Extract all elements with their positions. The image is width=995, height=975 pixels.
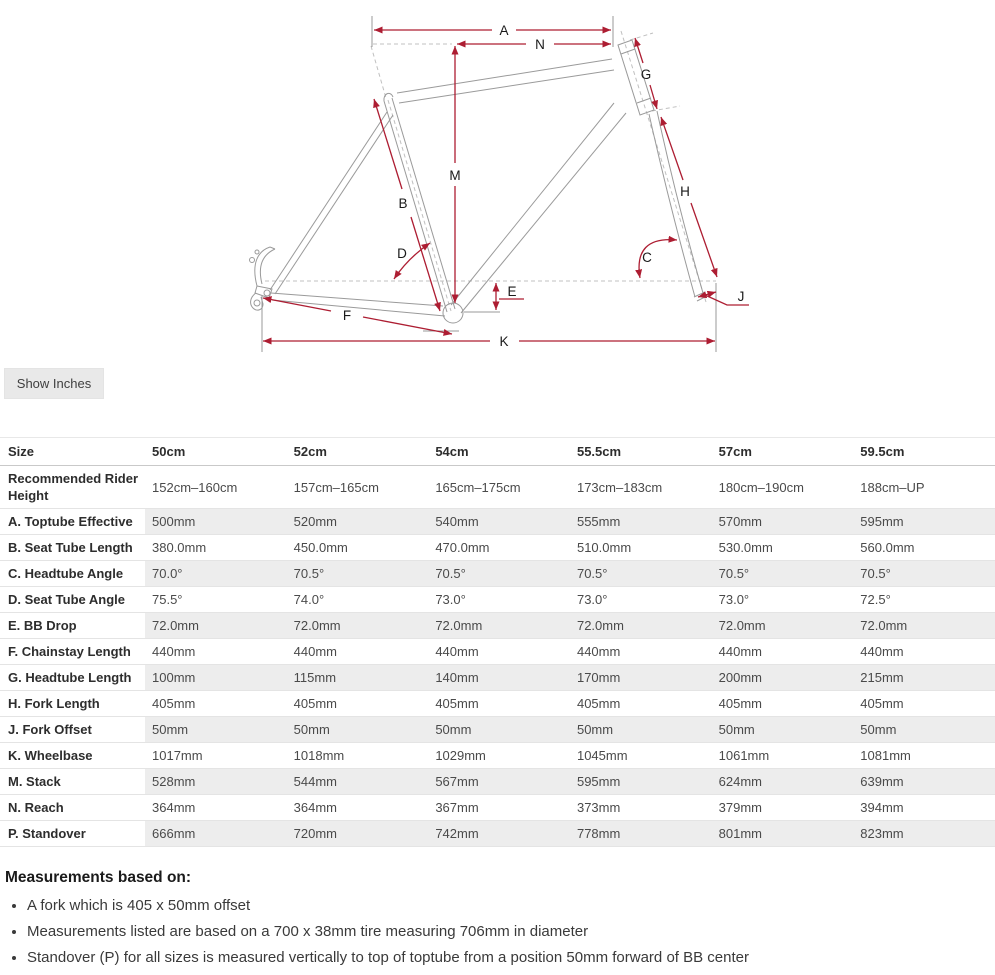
row-label: M. Stack <box>0 769 145 795</box>
row-label: N. Reach <box>0 795 145 821</box>
row-value-cell: 666mm <box>145 821 287 847</box>
row-value-cell: 595mm <box>853 509 995 535</box>
show-inches-button[interactable]: Show Inches <box>4 368 104 399</box>
row-value-cell: 405mm <box>570 691 712 717</box>
row-value-cell: 50mm <box>712 717 854 743</box>
row-value-cell: 72.0mm <box>287 613 429 639</box>
column-header-57cm: 57cm <box>712 438 854 466</box>
label-e: E <box>507 284 517 299</box>
row-label: J. Fork Offset <box>0 717 145 743</box>
row-value-cell: 215mm <box>853 665 995 691</box>
row-value-cell: 440mm <box>853 639 995 665</box>
label-b: B <box>398 196 408 211</box>
row-value-cell: 405mm <box>145 691 287 717</box>
table-row <box>0 639 995 665</box>
table-row <box>0 743 995 769</box>
table-row <box>0 613 995 639</box>
row-value-cell: 115mm <box>287 665 429 691</box>
label-j: J <box>737 289 745 304</box>
row-value-cell: 440mm <box>287 639 429 665</box>
row-value-cell: 72.0mm <box>853 613 995 639</box>
row-value-cell: 742mm <box>428 821 570 847</box>
row-value-cell: 555mm <box>570 509 712 535</box>
row-value-cell: 70.5° <box>853 561 995 587</box>
row-value-cell: 440mm <box>145 639 287 665</box>
row-value-cell: 440mm <box>428 639 570 665</box>
geometry-table <box>0 437 995 847</box>
label-h: H <box>680 184 690 199</box>
row-value-cell: 75.5° <box>145 587 287 613</box>
column-header-size: Size <box>0 438 145 466</box>
row-value-cell: 405mm <box>853 691 995 717</box>
frame-geometry-diagram <box>0 0 995 358</box>
row-value-cell: 72.5° <box>853 587 995 613</box>
row-value-cell: 72.0mm <box>570 613 712 639</box>
note-item: • A fork which is 405 x 50mm offset <box>27 897 995 914</box>
row-value-cell: 1081mm <box>853 743 995 769</box>
row-value-cell: 70.5° <box>712 561 854 587</box>
row-value-cell: 373mm <box>570 795 712 821</box>
row-value-cell: 50mm <box>853 717 995 743</box>
label-c: C <box>642 250 652 265</box>
row-value-cell: 50mm <box>570 717 712 743</box>
row-value-cell: 140mm <box>428 665 570 691</box>
row-value-cell: 73.0° <box>570 587 712 613</box>
table-header-row <box>0 438 995 466</box>
column-header-54cm: 54cm <box>428 438 570 466</box>
row-value-cell: 500mm <box>145 509 287 535</box>
row-value-cell: 801mm <box>712 821 854 847</box>
row-value-cell: 173cm–183cm <box>570 466 712 509</box>
row-value-cell: 624mm <box>712 769 854 795</box>
row-value-cell: 570mm <box>712 509 854 535</box>
notes-heading: Measurements based on: <box>5 869 192 886</box>
row-value-cell: 639mm <box>853 769 995 795</box>
column-header-50cm: 50cm <box>145 438 287 466</box>
label-m: M <box>449 168 461 183</box>
row-value-cell: 510.0mm <box>570 535 712 561</box>
table-row <box>0 561 995 587</box>
row-value-cell: 72.0mm <box>145 613 287 639</box>
note-item: • Measurements listed are based on a 700 x 38mm tire measuring 706mm in diameter <box>27 923 995 940</box>
row-value-cell: 379mm <box>712 795 854 821</box>
row-value-cell: 405mm <box>287 691 429 717</box>
row-value-cell: 157cm–165cm <box>287 466 429 509</box>
row-value-cell: 72.0mm <box>712 613 854 639</box>
row-value-cell: 450.0mm <box>287 535 429 561</box>
row-value-cell: 823mm <box>853 821 995 847</box>
row-value-cell: 1017mm <box>145 743 287 769</box>
table-row <box>0 587 995 613</box>
row-value-cell: 170mm <box>570 665 712 691</box>
row-value-cell: 405mm <box>712 691 854 717</box>
row-label: A. Toptube Effective <box>0 509 145 535</box>
table-row <box>0 535 995 561</box>
row-value-cell: 1061mm <box>712 743 854 769</box>
row-value-cell: 70.5° <box>428 561 570 587</box>
notes-list <box>5 897 995 966</box>
row-value-cell: 567mm <box>428 769 570 795</box>
row-value-cell: 405mm <box>428 691 570 717</box>
row-value-cell: 544mm <box>287 769 429 795</box>
label-f: F <box>342 308 352 323</box>
row-label: B. Seat Tube Length <box>0 535 145 561</box>
row-value-cell: 720mm <box>287 821 429 847</box>
label-a: A <box>499 23 509 38</box>
row-value-cell: 72.0mm <box>428 613 570 639</box>
label-k: K <box>499 334 509 349</box>
row-label: E. BB Drop <box>0 613 145 639</box>
row-label: H. Fork Length <box>0 691 145 717</box>
row-value-cell: 1018mm <box>287 743 429 769</box>
row-value-cell: 180cm–190cm <box>712 466 854 509</box>
row-label: F. Chainstay Length <box>0 639 145 665</box>
column-header-59.5cm: 59.5cm <box>853 438 995 466</box>
row-value-cell: 440mm <box>712 639 854 665</box>
row-label: D. Seat Tube Angle <box>0 587 145 613</box>
row-value-cell: 470.0mm <box>428 535 570 561</box>
table-row <box>0 509 995 535</box>
row-value-cell: 364mm <box>145 795 287 821</box>
row-value-cell: 70.5° <box>287 561 429 587</box>
dimension-lines <box>263 30 749 341</box>
dimension-labels <box>343 23 745 349</box>
row-value-cell: 367mm <box>428 795 570 821</box>
row-value-cell: 100mm <box>145 665 287 691</box>
row-value-cell: 394mm <box>853 795 995 821</box>
notes-section <box>5 869 995 966</box>
row-value-cell: 73.0° <box>428 587 570 613</box>
label-g: G <box>640 67 652 82</box>
row-value-cell: 50mm <box>428 717 570 743</box>
table-row <box>0 665 995 691</box>
row-value-cell: 70.0° <box>145 561 287 587</box>
label-n: N <box>535 37 545 52</box>
dimension-f <box>263 298 452 334</box>
column-header-52cm: 52cm <box>287 438 429 466</box>
row-value-cell: 530.0mm <box>712 535 854 561</box>
row-value-cell: 778mm <box>570 821 712 847</box>
row-label: G. Headtube Length <box>0 665 145 691</box>
row-label: C. Headtube Angle <box>0 561 145 587</box>
table-row <box>0 769 995 795</box>
row-value-cell: 528mm <box>145 769 287 795</box>
row-value-cell: 540mm <box>428 509 570 535</box>
table-row <box>0 717 995 743</box>
row-value-cell: 440mm <box>570 639 712 665</box>
row-value-cell: 152cm–160cm <box>145 466 287 509</box>
row-value-cell: 50mm <box>287 717 429 743</box>
table-row <box>0 795 995 821</box>
table-row <box>0 821 995 847</box>
row-value-cell: 560.0mm <box>853 535 995 561</box>
row-value-cell: 50mm <box>145 717 287 743</box>
row-label: K. Wheelbase <box>0 743 145 769</box>
row-value-cell: 1029mm <box>428 743 570 769</box>
row-value-cell: 165cm–175cm <box>428 466 570 509</box>
row-label: P. Standover <box>0 821 145 847</box>
row-value-cell: 70.5° <box>570 561 712 587</box>
row-value-cell: 380.0mm <box>145 535 287 561</box>
column-header-55.5cm: 55.5cm <box>570 438 712 466</box>
note-item: • Standover (P) for all sizes is measured vertically to top of toptube from a position 50mm forward of BB center <box>27 949 995 966</box>
row-value-cell: 595mm <box>570 769 712 795</box>
row-value-cell: 364mm <box>287 795 429 821</box>
label-d: D <box>397 246 407 261</box>
row-value-cell: 74.0° <box>287 587 429 613</box>
row-value-cell: 188cm–UP <box>853 466 995 509</box>
row-value-cell: 1045mm <box>570 743 712 769</box>
row-value-cell: 73.0° <box>712 587 854 613</box>
table-row <box>0 466 995 509</box>
row-value-cell: 200mm <box>712 665 854 691</box>
table-row <box>0 691 995 717</box>
row-value-cell: 520mm <box>287 509 429 535</box>
row-label: Recommended Rider Height <box>0 466 145 509</box>
